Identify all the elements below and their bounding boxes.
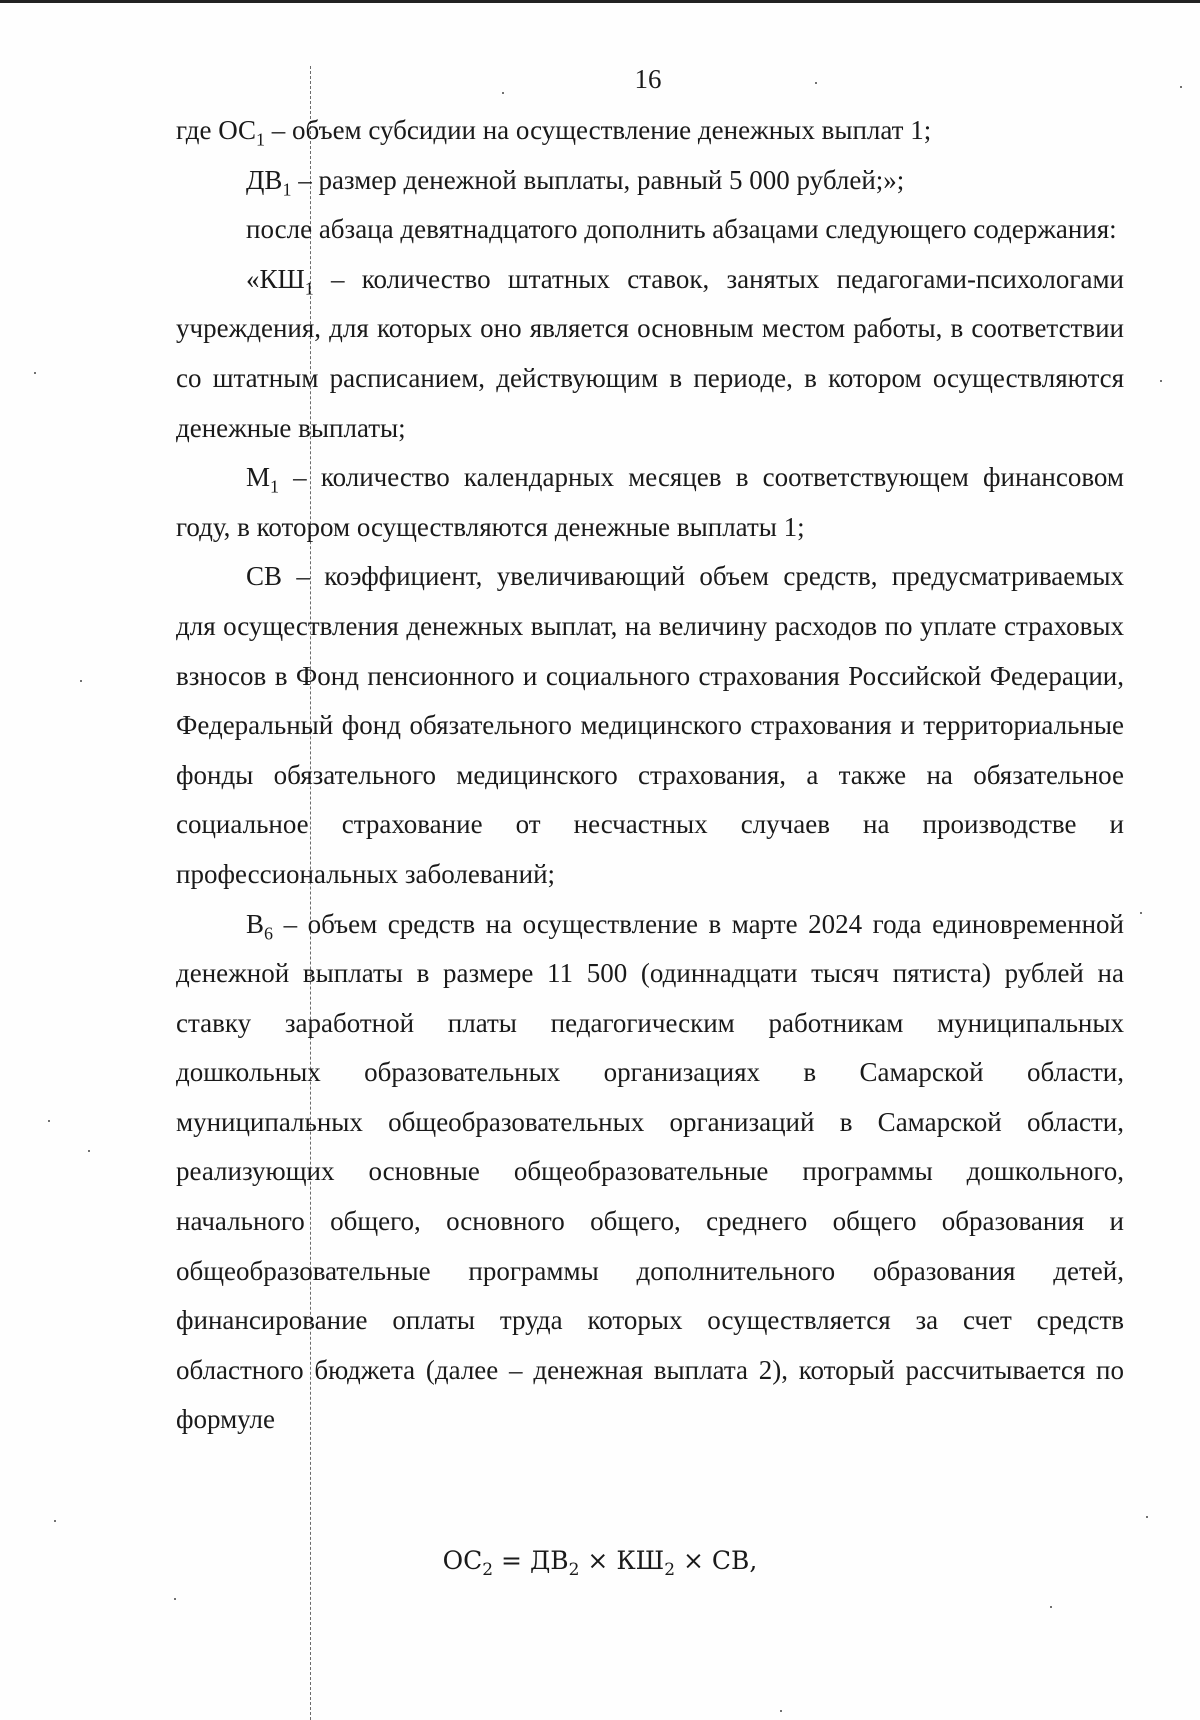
- scan-speck: [780, 1710, 782, 1712]
- paragraph-6: СВ – коэффициент, увеличивающий объем средств, предусматриваемых для осуществления денежных выплат, на величину расходов по уплате страховых взносов в Фонд пенсионного и социального страхования Российской Федерации, Федеральный фонд обязательного медицинского страхования и территориальные фонды обязательного медицинского страхования, а также на обязательное социальное страхование от несчастных случаев на производстве и профессиональных заболеваний;: [176, 561, 1124, 889]
- scan-speck: [1146, 1516, 1148, 1518]
- paragraph-2: $ДВ_1$ – размер денежной выплаты, равный 5 000 рублей;»;: [246, 164, 905, 199]
- paragraph-1: где $ОС_1$ – объем субсидии на осуществление денежных выплат 1;: [176, 115, 932, 150]
- scan-speck: [1160, 380, 1162, 382]
- paragraph-7: $В_6$ – объем средств на осуществление в марте 2024 года единовременной денежной выплаты в размере 11 500 (одиннадцати тысяч пятиста) рублей на ставку заработной платы педагогическим работникам муниципальных дошкольных образовательных организациях в Самарской области, муниципальных общеобразовательных организаций в Самарской области, реализующих основные общеобразовательные программы дошкольного, начального общего, основного общего, среднего общего образования и общеобразовательные программы дополнительного образования детей, финансирование оплаты труда которых осуществляется за счет средств областного бюджета (далее – денежная выплата 2), который рассчитывается по формуле: [176, 908, 1124, 1435]
- paragraph-5: $М_1$ – количество календарных месяцев в соответствующем финансовом году, в котором осуществляются денежные выплаты 1;: [176, 462, 1124, 542]
- scan-speck: [48, 1120, 50, 1122]
- scan-speck: [88, 1150, 90, 1152]
- paragraph-4: «$КШ_1$ – количество штатных ставок, занятых педагогами-психологами учреждения, для которых оно является основным местом работы, в соответствии со штатным расписанием, действующим в периоде, в котором осуществляются денежные выплаты;: [176, 263, 1124, 443]
- page-top-border: [0, 0, 1200, 3]
- scan-speck: [174, 1598, 176, 1600]
- scan-speck: [80, 680, 82, 682]
- scan-speck: [502, 92, 504, 94]
- formula: $ОС_2 = ДВ_2 \times КШ_2$ × СВ,: [442, 1546, 758, 1580]
- document-body: [176, 106, 1124, 1445]
- paragraph-3: после абзаца девятнадцатого дополнить абзацами следующего содержания:: [246, 214, 1117, 245]
- scan-speck: [34, 372, 36, 374]
- scan-speck: [815, 82, 817, 84]
- page-number: 16: [634, 64, 662, 94]
- scan-speck: [1180, 86, 1182, 88]
- scan-speck: [54, 1520, 56, 1522]
- scan-speck: [1050, 1606, 1052, 1608]
- scan-speck: [1140, 912, 1142, 914]
